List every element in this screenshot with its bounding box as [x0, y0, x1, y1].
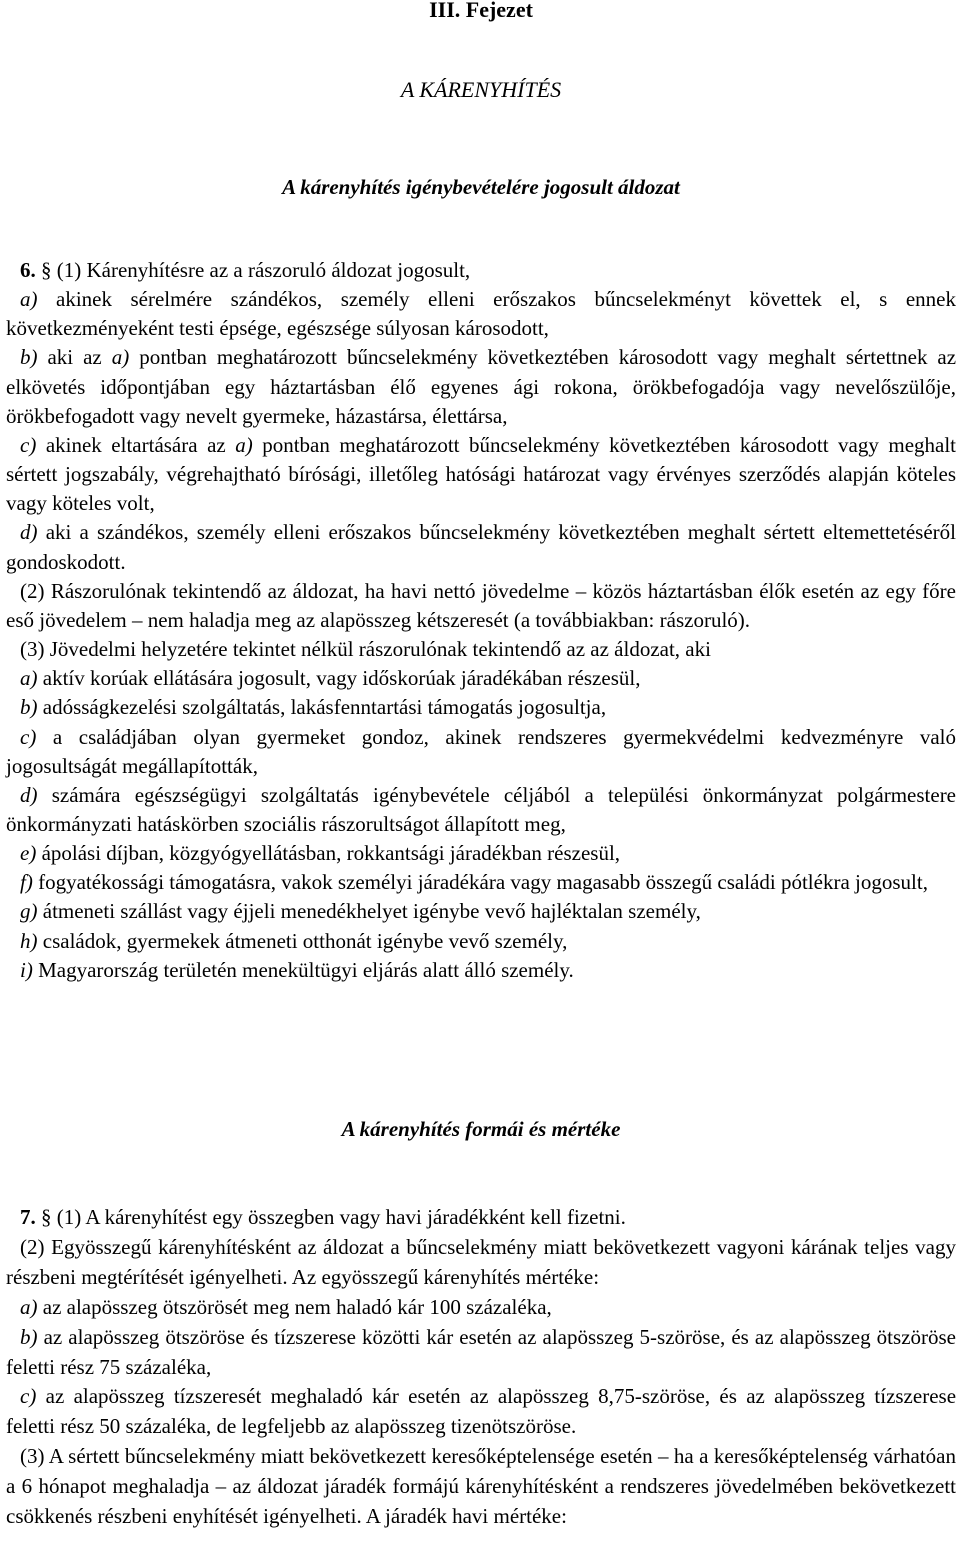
sec7-p1-text: (1) A kárenyhítést egy összegben vagy havi járadékként kell fizetni. — [56, 1205, 626, 1229]
item-text: számára egészségügyi szolgáltatás igénybevétele céljából a települési önkormányzat polgármestere önkormányzati hatáskörben szociális rászorultságot állapított meg, — [6, 782, 957, 836]
sec7-p2-item-b — [6, 1323, 956, 1383]
item-text: családok, gyermekek átmeneti otthonát igénybe vevő személy, — [42, 928, 568, 953]
sec7-number: 7. — [20, 1205, 36, 1229]
sec6-para2: (2) Rászorulónak tekintendő az áldozat, ha havi nettó jövedelme – közös háztartásban élők esetén az egy főre eső jövedelem – nem haladja meg az alapösszeg kétszeresét (a továbbiakban: rászoruló). — [6, 578, 956, 632]
sec7-p2-item-a — [6, 1293, 956, 1323]
sec7-para3: (3) A sértett bűncselekmény miatt bekövetkezett keresőképtelensége esetén – ha a keresőképtelenség várhatóan a 6 hónapot meghaladja – az áldozat járadék formájú kárenyhítésként a rendszeres jövedelmében bekövetkezett csökkenés részbeni enyhítését igényelheti. A járadék havi mértéke: — [6, 1444, 956, 1529]
document-title: A KÁRENYHÍTÉS — [400, 77, 562, 102]
item-text: adósságkezelési szolgáltatás, lakásfenntartási támogatás jogosultja, — [42, 695, 607, 720]
item-text: pontban meghatározott bűncselekmény következtében károsodott vagy meghalt sértettnek az elkövetés időpontjában egy háztartásban élő egyenes ági rokona, örökbefogadója vagy nevelőszülője, örökbefogadott vagy nevelt gyermeke, házastársa, élettársa, — [6, 345, 957, 428]
item-label: b) — [20, 695, 38, 720]
sec6-item-d — [6, 518, 956, 576]
sec7-para2: (2) Egyösszegű kárenyhítésként az áldozat a bűncselekmény miatt bekövetkezett vagyoni kárának teljes vagy részbeni megtérítését igényelheti. Az egyösszegű kárenyhítés mértéke: — [6, 1234, 956, 1289]
sec6-p3-item-f — [6, 868, 956, 897]
item-text: fogyatékossági támogatásra, vakok személyi járadékára vagy magasabb összegű családi pótlékra jogosult, — [38, 870, 928, 895]
item-label: f) — [20, 870, 33, 895]
section-6 — [6, 256, 956, 985]
item-label: b) — [20, 1324, 38, 1349]
item-text: az alapösszeg ötszörösét meg nem haladó kár 100 százaléka, — [42, 1294, 552, 1319]
item-label: c) — [20, 1384, 37, 1409]
sec6-p3-item-g — [6, 897, 956, 926]
item-label: a) — [20, 1294, 38, 1319]
item-text: ápolási díjban, közgyógyellátásban, rokkantsági járadékban részesül, — [41, 841, 621, 866]
paragraph-sign: § — [41, 1205, 52, 1229]
item-text: pontban meghatározott bűncselekmény következtében károsodott vagy meghalt sértett jogszabály, végrehajtható bírósági, illetőleg hatósági határozat vagy érvényes szerződés alapján köteles vagy köteles volt, — [6, 432, 956, 516]
item-ref: a) — [235, 432, 253, 457]
sec6-para3-intro: (3) Jövedelmi helyzetére tekintet nélkül rászorulónak tekintendő az az áldozat, aki — [20, 637, 711, 662]
sec6-item-a — [6, 285, 956, 343]
item-label: c) — [20, 432, 37, 457]
section-heading-forms-and-amount: A kárenyhítés formái és mértéke — [341, 1117, 621, 1141]
sec6-para1-intro — [6, 256, 956, 285]
item-label: c) — [20, 724, 37, 749]
paragraph-sign: § — [41, 258, 52, 282]
item-text: akinek eltartására az — [45, 432, 226, 457]
item-text: aki az — [47, 345, 102, 370]
sec6-p3-item-a — [6, 664, 956, 693]
sec6-number: 6. — [20, 258, 36, 282]
sec6-p3-item-i — [6, 956, 956, 985]
item-text: az alapösszeg tízszeresét meghaladó kár esetén az alapösszeg 8,75-szöröse, és az alapösszeg tízszerese feletti rész 50 százaléka, de legfeljebb az alapösszeg tizenötszöröse. — [6, 1384, 957, 1439]
item-label: h) — [20, 928, 38, 953]
item-label: i) — [20, 957, 33, 982]
chapter-heading: III. Fejezet — [429, 0, 533, 22]
item-text: átmeneti szállást vagy éjjeli menedékhelyet igénybe vevő hajléktalan személy, — [42, 899, 701, 924]
section-heading-eligible-victim: A kárenyhítés igénybevételére jogosult áldozat — [282, 175, 680, 199]
sec6-item-c — [6, 431, 956, 518]
sec6-item-b — [6, 343, 956, 430]
sec7-p2-item-c — [6, 1382, 956, 1442]
item-text: aki a szándékos, személy elleni erőszakos bűncselekmény következtében meghalt sértett eltemettetéséről gondoskodott. — [6, 520, 957, 574]
section-7 — [6, 1203, 956, 1532]
item-text: Magyarország területén menekültügyi eljárás alatt álló személy. — [38, 957, 574, 982]
sec6-p3-item-h — [6, 927, 956, 956]
item-ref: a) — [111, 345, 130, 370]
item-label: e) — [20, 841, 37, 866]
item-label: a) — [20, 287, 38, 312]
sec6-p3-item-d — [6, 781, 956, 839]
sec6-p3-item-c — [6, 723, 956, 781]
sec6-p1-text: (1) Kárenyhítésre az a rászoruló áldozat jogosult, — [56, 258, 471, 282]
item-label: b) — [20, 345, 38, 370]
item-label: g) — [20, 899, 38, 924]
item-label: d) — [20, 782, 38, 807]
sec6-p3-item-e — [6, 839, 956, 868]
item-text: az alapösszeg ötszöröse és tízszerese közötti kár esetén az alapösszeg 5-szöröse, és az alapösszeg ötszöröse feletti rész 75 százaléka, — [6, 1324, 956, 1379]
sec7-para1 — [6, 1203, 956, 1233]
sec6-p3-item-b — [6, 693, 956, 722]
item-label: a) — [20, 666, 38, 691]
item-text: a családjában olyan gyermeket gondoz, akinek rendszeres gyermekvédelmi kedvezményre való jogosultságát megállapították, — [6, 724, 956, 778]
item-text: aktív korúak ellátására jogosult, vagy időskorúak járadékában részesül, — [42, 666, 641, 691]
item-text: akinek sérelmére szándékos, személy elleni erőszakos bűncselekményt követtek el, s ennek következményeként testi épsége, egészsége súlyosan károsodott, — [6, 287, 956, 341]
item-label: d) — [20, 520, 38, 545]
